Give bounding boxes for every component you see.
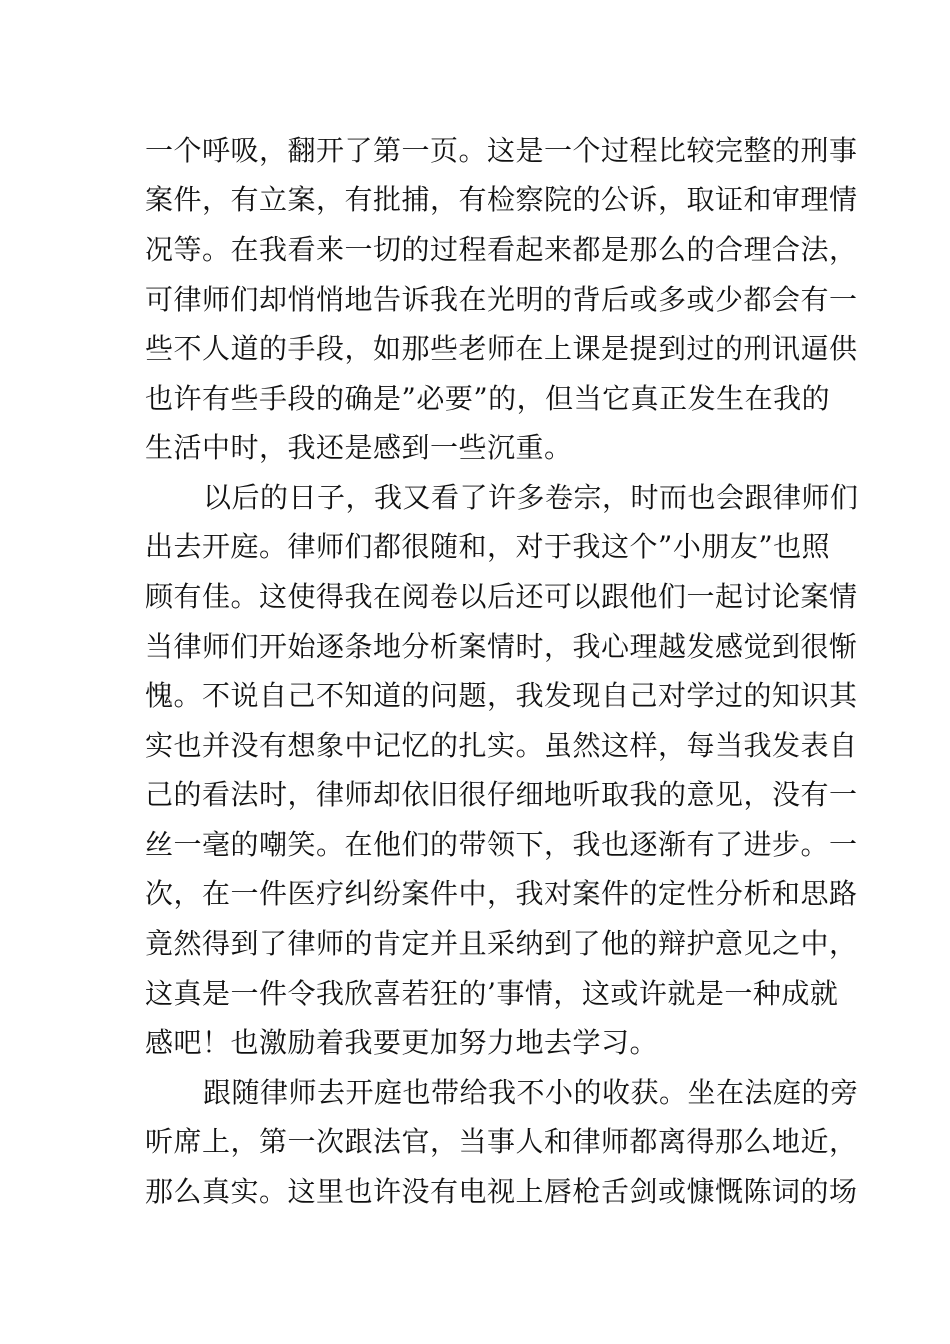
text-line: 出去开庭。律师们都很随和，对于我这个”小朋友”也照 bbox=[145, 530, 831, 563]
text-line: 听席上，第一次跟法官，当事人和律师都离得那么地近， bbox=[145, 1125, 858, 1158]
text-line: 竟然得到了律师的肯定并且采纳到了他的辩护意见之中， bbox=[145, 927, 858, 960]
text-line: 愧。不说自己不知道的问题，我发现自己对学过的知识其 bbox=[145, 679, 858, 712]
text-line: 当律师们开始逐条地分析案情时，我心理越发感觉到很惭 bbox=[145, 630, 858, 663]
text-line: 丝一毫的嘲笑。在他们的带领下，我也逐渐有了进步。一 bbox=[145, 828, 858, 861]
paragraph-first-line: 以后的日子，我又看了许多卷宗，时而也会跟律师们 bbox=[203, 481, 859, 514]
text-line: 这真是一件令我欣喜若狂的’事情，这或许就是一种成就 bbox=[145, 977, 839, 1010]
text-line: 案件，有立案，有批捕，有检察院的公诉，取证和审理情 bbox=[145, 183, 858, 216]
text-line: 那么真实。这里也许没有电视上唇枪舌剑或慷慨陈词的场 bbox=[145, 1175, 858, 1208]
text-line: 己的看法时，律师却依旧很仔细地听取我的意见，没有一 bbox=[145, 778, 858, 811]
text-line: 些不人道的手段，如那些老师在上课是提到过的刑讯逼供 bbox=[145, 332, 858, 365]
text-line: 实也并没有想象中记忆的扎实。虽然这样，每当我发表自 bbox=[145, 729, 858, 762]
text-line: 一个呼吸，翻开了第一页。这是一个过程比较完整的刑事 bbox=[145, 134, 858, 167]
text-line: 次，在一件医疗纠纷案件中，我对案件的定性分析和思路 bbox=[145, 877, 858, 910]
text-line: 生活中时，我还是感到一些沉重。 bbox=[145, 431, 573, 464]
text-line: 况等。在我看来一切的过程看起来都是那么的合理合法， bbox=[145, 233, 858, 266]
text-line: 可律师们却悄悄地告诉我在光明的背后或多或少都会有一 bbox=[145, 283, 858, 316]
text-line: 也许有些手段的确是”必要”的，但当它真正发生在我的 bbox=[145, 382, 831, 415]
text-line: 感吧！也激励着我要更加努力地去学习。 bbox=[145, 1026, 659, 1059]
paragraph-first-line: 跟随律师去开庭也带给我不小的收获。坐在法庭的旁 bbox=[203, 1076, 859, 1109]
text-line: 顾有佳。这使得我在阅卷以后还可以跟他们一起讨论案情 bbox=[145, 580, 858, 613]
